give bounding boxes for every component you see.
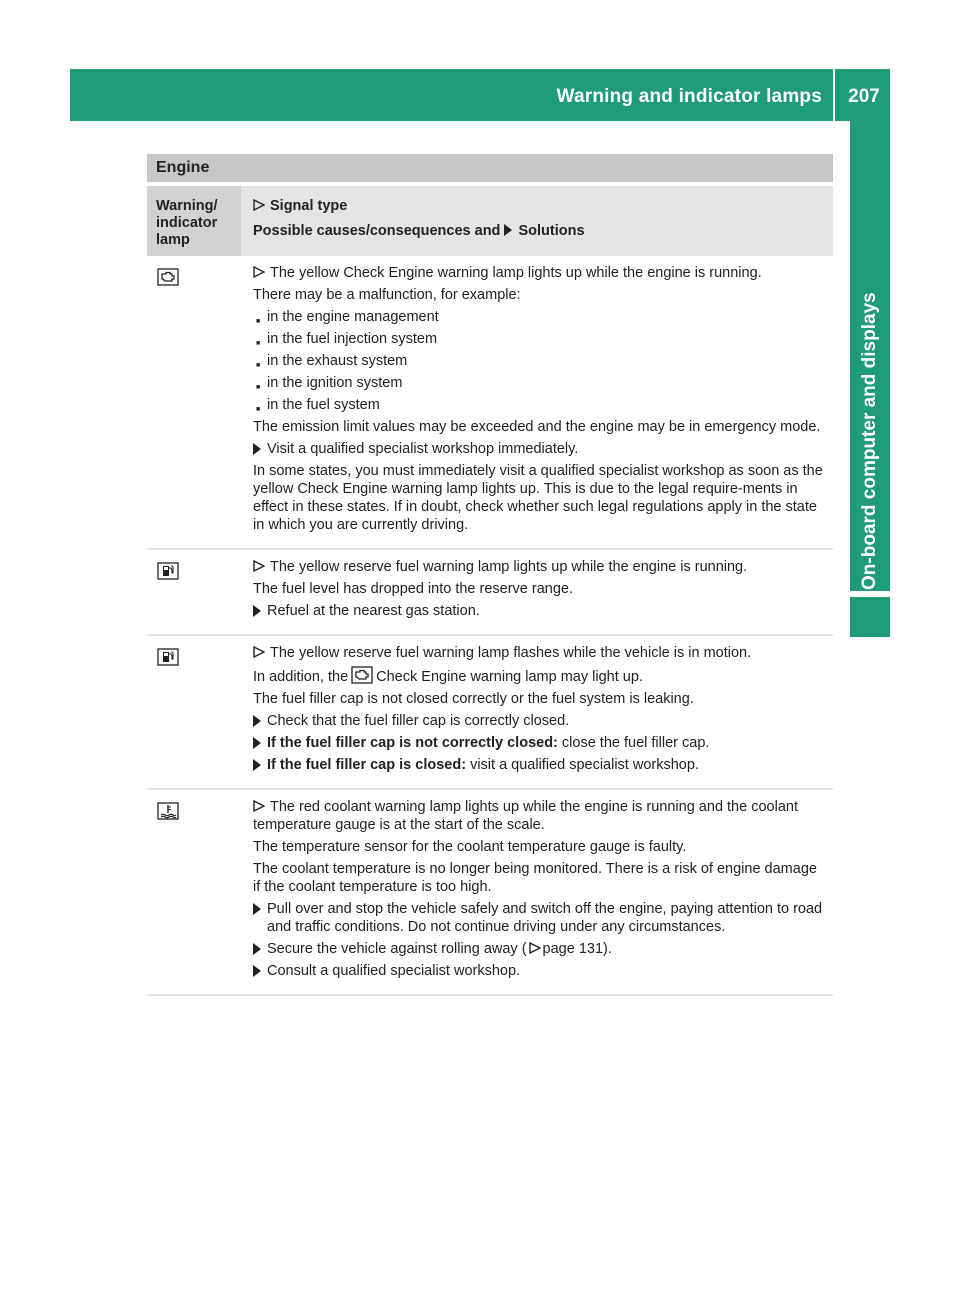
signal-text: The red coolant warning lamp lights up while the engine is running and the coolant temperature gauge is at the start of the scale. <box>253 799 798 833</box>
warning-lamp-table <box>147 186 833 996</box>
action-arrow-icon <box>253 737 261 749</box>
signal-text: The yellow reserve fuel warning lamp lights up while the engine is running. <box>270 559 748 575</box>
side-marker <box>850 597 890 637</box>
action-text: Pull over and stop the vehicle safely and switch off the engine, paying attention to road and traffic conditions. Do not continue driving under any circumstances. <box>267 901 823 935</box>
cause-text: The fuel level has dropped into the reserve range. <box>253 581 574 597</box>
table-row <box>147 256 833 550</box>
signal-triangle-icon <box>253 560 265 572</box>
signal-triangle-icon <box>253 646 265 658</box>
section-title: Engine <box>147 154 833 182</box>
page-number: 207 <box>848 86 880 107</box>
check-engine-icon <box>157 268 179 286</box>
addition-text-2: Check Engine warning lamp may light up. <box>376 669 643 685</box>
fuel-pump-icon <box>157 562 179 580</box>
header-signal-type: Signal type <box>270 198 348 214</box>
action-arrow-icon <box>253 759 261 771</box>
header-title: Warning and indicator lamps <box>556 86 822 107</box>
page-header <box>70 69 890 121</box>
table-header <box>147 186 833 256</box>
signal-triangle-icon <box>253 800 265 812</box>
list-item: ■ in the ignition system <box>253 374 827 392</box>
action-condition: If the fuel filler cap is not correctly closed: <box>267 735 558 751</box>
signal-triangle-icon <box>253 199 265 211</box>
coolant-temperature-icon <box>157 802 179 820</box>
fuel-pump-icon <box>157 648 179 666</box>
list-item: ■ in the fuel system <box>253 396 827 414</box>
list-item: ■ in the fuel injection system <box>253 330 827 348</box>
cause-text: There may be a malfunction, for example: <box>253 287 521 303</box>
page-reference-link[interactable]: page 131). <box>542 941 612 957</box>
side-chapter-label: On-board computer and displays <box>859 292 880 590</box>
table-row <box>147 550 833 636</box>
action-text: visit a qualified specialist workshop. <box>470 757 699 773</box>
action-text: Refuel at the nearest gas station. <box>267 603 480 619</box>
list-item: ■ in the exhaust system <box>253 352 827 370</box>
signal-triangle-icon <box>253 266 265 278</box>
table-row <box>147 790 833 996</box>
header-causes: Possible causes/consequences and <box>253 223 501 239</box>
action-arrow-icon <box>253 965 261 977</box>
note-text: The emission limit values may be exceeded and the engine may be in emergency mode. <box>253 419 821 435</box>
action-text: Secure the vehicle against rolling away ( <box>267 941 527 957</box>
action-arrow-icon <box>253 903 261 915</box>
action-arrow-icon <box>253 943 261 955</box>
signal-text: The yellow reserve fuel warning lamp flashes while the vehicle is in motion. <box>270 645 752 661</box>
table-row <box>147 636 833 790</box>
extra-text: In some states, you must immediately visit a qualified specialist workshop as soon as the yellow Check Engine warning lamp lights up. This is due to the legal require-ments in effect in these states. If in doubt, check whether such legal regulations apply in the state in which you are currently driving. <box>253 463 823 533</box>
action-text: Consult a qualified specialist workshop. <box>267 963 521 979</box>
cause-text: The coolant temperature is no longer being monitored. There is a risk of engine damage if the coolant temperature is too high. <box>253 861 817 895</box>
action-arrow-icon <box>253 443 261 455</box>
check-engine-icon <box>351 666 373 684</box>
action-text: Visit a qualified specialist workshop immediately. <box>267 441 579 457</box>
action-arrow-icon <box>253 605 261 617</box>
addition-text: In addition, the <box>253 669 349 685</box>
cause-text: The fuel filler cap is not closed correctly or the fuel system is leaking. <box>253 691 694 707</box>
header-solutions: Solutions <box>518 223 585 239</box>
action-condition: If the fuel filler cap is closed: <box>267 757 467 773</box>
header-lamp-column: Warning/ indicator lamp <box>147 186 241 256</box>
signal-text: The yellow Check Engine warning lamp lights up while the engine is running. <box>270 265 762 281</box>
action-text: Check that the fuel filler cap is correctly closed. <box>267 713 570 729</box>
list-item: ■ in the engine management <box>253 308 827 326</box>
cause-text: The temperature sensor for the coolant temperature gauge is faulty. <box>253 839 687 855</box>
header-description-column <box>241 186 833 256</box>
header-divider <box>833 69 835 121</box>
action-arrow-icon <box>504 224 512 236</box>
action-arrow-icon <box>253 715 261 727</box>
action-text: close the fuel filler cap. <box>561 735 710 751</box>
page-reference-icon <box>529 942 541 954</box>
